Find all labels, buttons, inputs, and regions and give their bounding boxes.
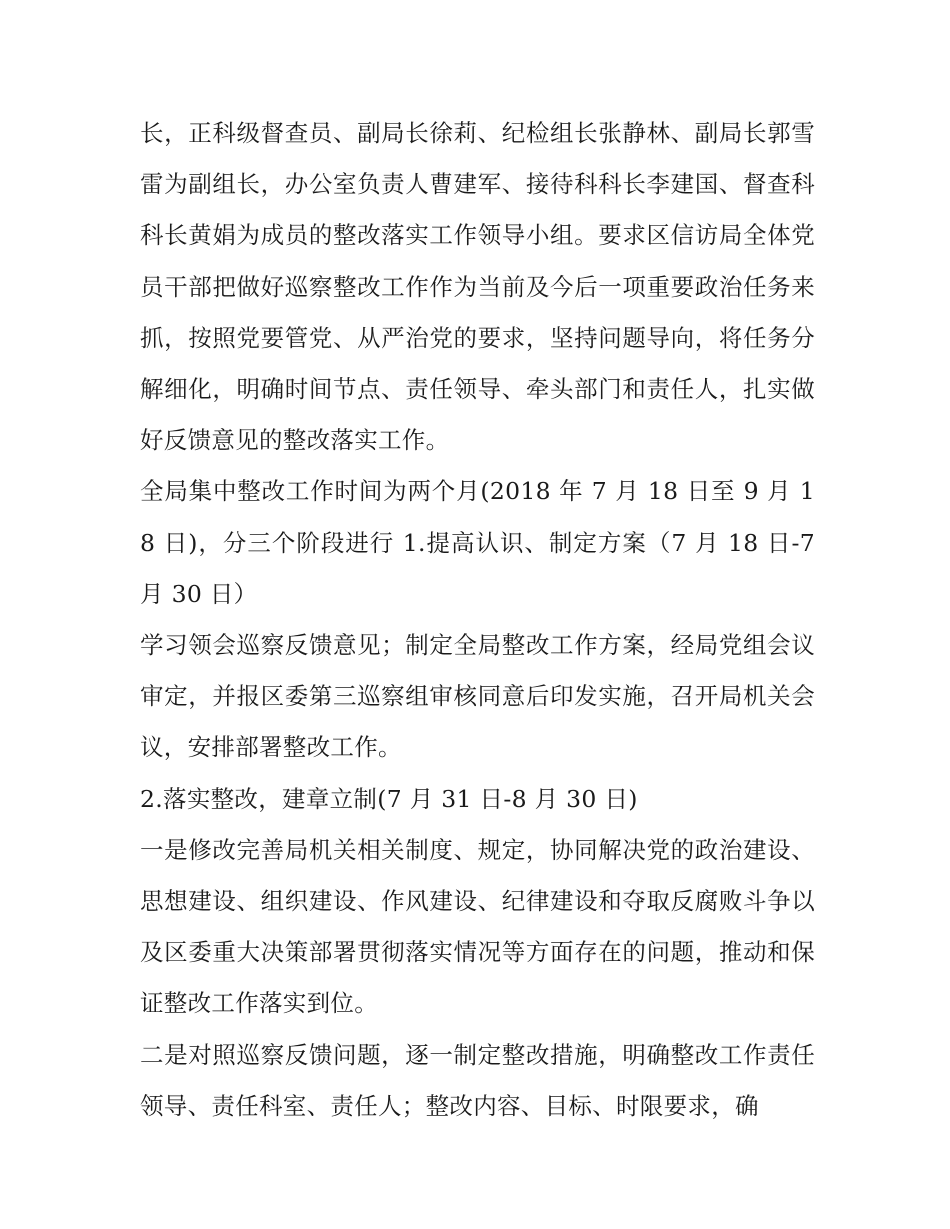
paragraph-rectification-timeline: 全局集中整改工作时间为两个月(2018 年 7 月 18 日至 9 月 18 日)，分三个阶段进行 1.提高认识、制定方案（7 月 18 日-7 月 30 日） [140,477,815,608]
paragraph-stage-one-details: 学习领会巡察反馈意见；制定全局整改工作方案，经局党组会议审定，并报区委第三巡察组审核同意后印发实施，召开局机关会议，安排部署整改工作。 [140,631,815,762]
paragraph-stage-two-heading: 2.落实整改，建章立制(7 月 31 日-8 月 30 日) [140,784,638,813]
paragraph-stage-two-item-one: 一是修改完善局机关相关制度、规定，协同解决党的政治建设、思想建设、组织建设、作风建设、纪律建设和夺取反腐败斗争以及区委重大决策部署贯彻落实情况等方面存在的问题，推动和保证整改工作落实到位。 [140,835,815,1018]
paragraph-leadership-group: 长，正科级督查员、副局长徐莉、纪检组长张静林、副局长郭雪雷为副组长，办公室负责人曹建军、接待科科长李建国、督查科科长黄娟为成员的整改落实工作领导小组。要求区信访局全体党员干部把做好巡察整改工作作为当前及今后一项重要政治任务来抓，按照党要管党、从严治党的要求，坚持问题导向，将任务分解细化，明确时间节点、责任领导、牵头部门和责任人，扎实做好反馈意见的整改落实工作。 [140,119,815,455]
paragraph-stage-two-item-two: 二是对照巡察反馈问题，逐一制定整改措施，明确整改工作责任领导、责任科室、责任人；整改内容、目标、时限要求，确 [140,1040,815,1120]
document-body [140,108,815,1132]
